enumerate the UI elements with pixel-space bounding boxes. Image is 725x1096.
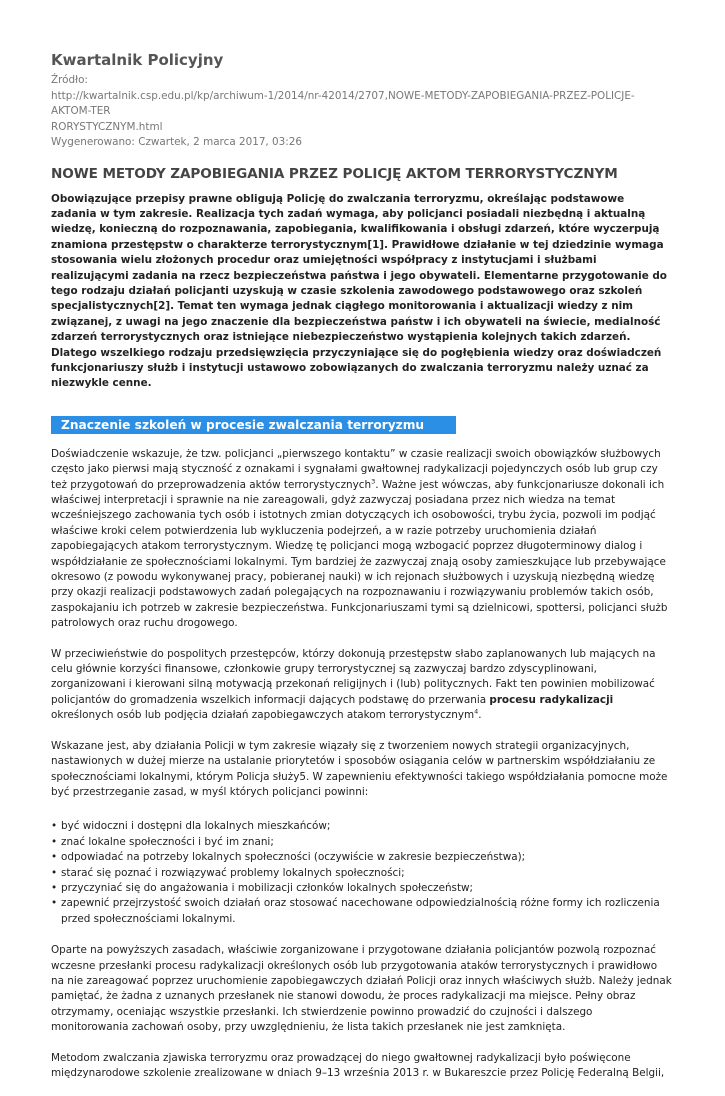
- paragraph-1-text-a: Doświadczenie wskazuje, że tzw. policjanci „pierwszego kontaktu” w czasie realizacji swoich obowiązków służbowych często jako pierwsi mają styczność z oznakami i sygnałami gwałtownej radykalizacji pojedynczych osób lub grup czy też przygotowań do przeprowadzenia aktów terrorystycznych: [51, 447, 661, 491]
- paragraph-2-bold: procesu radykalizacji: [489, 693, 614, 706]
- paragraph-5: Metodom zwalczania zjawiska terroryzmu oraz prowadzącej do niego gwałtownej radykalizacji było poświęcone międzynarodowe szkolenie zrealizowane w dniach 9–13 września 2013 r. w Bukareszcie przez Policję Federalną Belgii,: [51, 1051, 665, 1079]
- paragraph-2-text-c: .: [478, 709, 482, 722]
- article-title: NOWE METODY ZAPOBIEGANIA PRZEZ POLICJĘ AKTOM TERRORYSTYCZNYM: [51, 165, 618, 182]
- list-item-text: zapewnić przejrzystość swoich działań oraz stosować nacechowane odpowiedzialnością różne formy ich rozliczenia przed społecznościami lokalnymi.: [61, 897, 660, 925]
- list-item-text: przyczyniać się do angażowania i mobilizacji członków lokalnych społeczeństw;: [61, 881, 474, 894]
- bullet-icon: •: [51, 820, 58, 833]
- list-item: [51, 881, 673, 896]
- paragraph-3: Wskazane jest, aby działania Policji w tym zakresie wiązały się z tworzeniem nowych strategii organizacyjnych, nastawionych w dużej mierze na ustalanie priorytetów i sposobów osiągania celów w partnerskim współdziałaniu ze społecznościami lokalnymi, którym Policja służy5. W zapewnieniu efektywności takiego współdziałania pomocne może być przestrzeganie zasad, w myśl których policjanci powinni:: [51, 739, 668, 798]
- principles-list: [51, 819, 673, 927]
- bullet-icon: •: [51, 835, 58, 848]
- list-item: [51, 896, 673, 927]
- list-item: [51, 819, 673, 834]
- paragraph-4: Oparte na powyższych zasadach, właściwie zorganizowane i przygotowane działania policjantów pozwolą rozpoznać wczesne przesłanki procesu radykalizacji określonych osób lub przygotowania ataków terrorystycznych i prawidłowo na nie zareagować poprzez uruchomienie zapobiegawczych działań Policji oraz innych właściwych służb. Należy jednak pamiętać, że żadna z uznanych przesłanek nie stanowi dowodu, że proces radykalizacji ma miejsce. Pełny obraz otrzymamy, oceniając wszystkie przesłanki. Ich stwierdzenie powinno prowadzić do czujności i dalszego monitorowania zachowań osoby, przy uwzględnieniu, że lista takich przesłanek nie jest zamknięta.: [51, 944, 672, 1034]
- source-url-line-2[interactable]: RORYSTYCZNYM.html: [51, 120, 163, 133]
- list-item: [51, 835, 673, 850]
- paragraph-2-text-a: W przeciwieństwie do pospolitych przestępców, którzy dokonują przestępstw słabo zaplanowanych lub mających na celu głównie korzyści finansowe, członkowie grupy terrorystycznej są zazwyczaj bardzo zdyscyplinowani, zorganizowani i kierowani silną motywacją przekonań religijnych i (lub) politycznych. Fakt ten powinien mobilizować policjantów do gromadzenia wszelkich informacji dających podstawę do przerwania: [51, 647, 656, 706]
- paragraph-1: [51, 447, 673, 632]
- list-item-text: odpowiadać na potrzeby lokalnych społeczności (oczywiście w zakresie bezpieczeństwa);: [61, 851, 526, 864]
- bullet-icon: •: [51, 851, 58, 864]
- source-meta: [51, 73, 673, 151]
- footnote-ref-3[interactable]: 3: [371, 477, 376, 486]
- list-item-text: starać się poznać i rozwiązywać problemy lokalnych społeczności;: [61, 866, 405, 879]
- source-url-line-1[interactable]: http://kwartalnik.csp.edu.pl/kp/archiwum-1/2014/nr-42014/2707,NOWE-METODY-ZAPOBIEGANIA-PRZEZ-POLICJE-AKTOM-TER: [51, 89, 635, 117]
- bullet-icon: •: [51, 881, 58, 894]
- bullet-icon: •: [51, 866, 58, 879]
- footnote-ref-4[interactable]: 4: [474, 707, 479, 716]
- list-item: [51, 866, 673, 881]
- section-heading-label: Znaczenie szkoleń w procesie zwalczania terroryzmu: [51, 416, 456, 434]
- section-heading: [51, 414, 673, 434]
- paragraph-2: [51, 647, 673, 724]
- paragraph-2-text-b: określonych osób lub podjęcia działań zapobiegawczych atakom terrorystycznym: [51, 709, 475, 722]
- source-label: Źródło:: [51, 74, 88, 86]
- paragraph-1-text-b: . Ważne jest wówczas, aby funkcjonariusze dokonali ich właściwej interpretacji i sprawnie na nie zareagowali, gdyż zazwyczaj posiadana przez nich wiedza na temat wcześniejszego zachowania tych osób i istotnych zmian dotyczących ich osobowości, trybu życia, pozwoli im podjąć właściwe kroki celem potwierdzenia lub wykluczenia podejrzeń, a w razie potrzeby uruchomienia działań zapobiegających atakom terrorystycznym. Wiedzę tę policjanci mogą wzbogacić poprzez długoterminowy dialog i współdziałanie ze społecznościami lokalnymi. Tym bardziej że zazwyczaj znają osoby zamieszkujące lub przebywające okresowo (z powodu wykonywanej pracy, pobieranej nauki) w ich rejonach służbowych i uzyskują niezbędną wiedzę przy okazji realizacji podstawowych zadań polegających na rozpoznawaniu i rozwiązywaniu problemów takich osób, zaspokajaniu ich potrzeb w zakresie bezpieczeństwa. Funkcjonariuszami tymi są dzielnicowi, spottersi, policjanci służb patrolowych oraz ruchu drogowego.: [51, 478, 668, 630]
- document-page: [51, 50, 673, 1096]
- journal-name: Kwartalnik Policyjny: [51, 51, 224, 69]
- list-item-text: znać lokalne społeczności i być im znani;: [61, 835, 274, 848]
- generated-date: Wygenerowano: Czwartek, 2 marca 2017, 03:26: [51, 136, 302, 148]
- blank-line: [51, 800, 673, 815]
- list-item: [51, 850, 673, 865]
- bullet-icon: •: [51, 897, 58, 910]
- list-item-text: być widoczni i dostępni dla lokalnych mieszkańców;: [61, 820, 331, 833]
- article-lead: Obowiązujące przepisy prawne obligują Policję do zwalczania terroryzmu, określając podstawowe zadania w tym zakresie. Realizacja tych zadań wymaga, aby policjanci posiadali niezbędną i aktualną wiedzę, konieczną do rozpoznawania, zapobiegania, kwalifikowania i obsługi zdarzeń, które wyczerpują znamiona przestępstw o charakterze terrorystycznym[1]. Prawidłowe działanie w tej dziedzinie wymaga stosowania wielu złożonych procedur oraz umiejętności współpracy z instytucjami i służbami realizującymi zadania na rzecz bezpieczeństwa państwa i jego obywateli. Elementarne przygotowanie do tego rodzaju działań policjanti uzyskują w czasie szkolenia zawodowego podstawowego oraz szkoleń specjalistycznych[2]. Temat ten wymaga jednak ciągłego monitorowania i aktualizacji wiedzy z nim związanej, z uwagi na jego znaczenie dla bezpieczeństwa państw i ich obywateli na świecie, medialność zdarzeń terrorystycznych oraz istniejące niebezpieczeństwo wystąpienia kolejnych takich zdarzeń. Dlatego wszelkiego rodzaju przedsięwzięcia przyczyniające się do pogłębienia wiedzy oraz doświadczeń funkcjonariuszy służb i instytucji ustawowo zobowiązanych do zwalczania terroryzmu należy uznać za niezwykle cenne.: [51, 192, 667, 390]
